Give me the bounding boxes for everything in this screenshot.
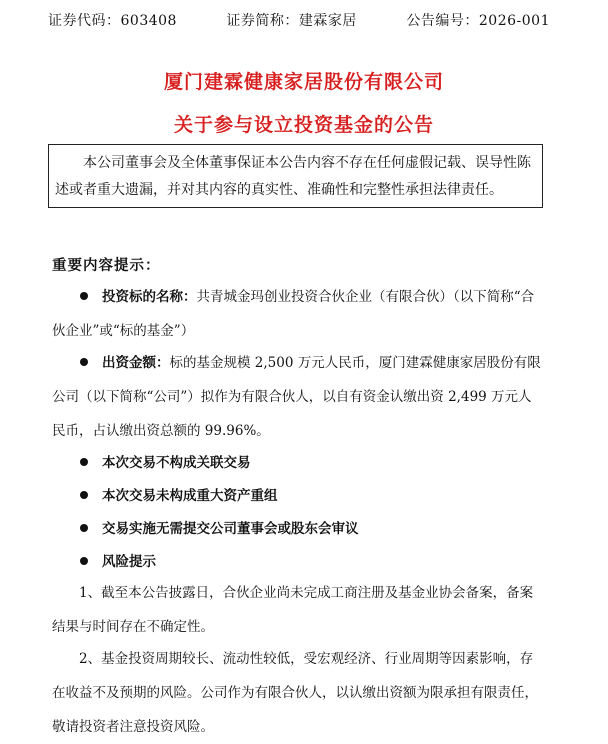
company-title: 厦门建霖健康家居股份有限公司: [163, 71, 444, 93]
investment-target-label: 投资标的名称：: [102, 289, 197, 305]
investment-target-text: 共青城金玛创业投资合伙企业（有限合伙）（以下简称“合伙企业”或“标的基金”）: [52, 289, 535, 339]
announcement-title: 关于参与设立投资基金的公告: [173, 114, 434, 136]
item-no-board-review: 交易实施无需提交公司董事会或股东会审议: [102, 521, 359, 537]
stock-code: 证券代码：603408: [48, 13, 177, 29]
risk-paragraph-2: 2、基金投资周期较长、流动性较低，受宏观经济、行业周期等因素影响，存在收益不及预期的风险。公司作为有限合伙人，以认缴出资额为限承担有限责任，敬请投资者注意投资风险。: [52, 651, 538, 735]
list-item: [52, 484, 542, 504]
capital-text: 标的基金规模 2,500 万元人民币，厦门建霖健康家居股份有限公司（以下简称“公司”）拟作为有限合伙人，以自有资金认缴出资 2,499 万元人民币，占认缴出资总额的 99.96%。: [52, 355, 541, 439]
list-item: [52, 451, 542, 471]
notice-text: 本公司董事会及全体董事保证本公告内容不存在任何虚假记载、误导性陈述或者重大遗漏，并对其内容的真实性、准确性和完整性承担法律责任。: [55, 155, 531, 198]
bullet-icon: [80, 458, 88, 466]
capital-paragraph: [52, 346, 542, 448]
announcement-number: 公告编号：2026-001: [406, 13, 550, 29]
announcement-header: [48, 10, 550, 30]
key-points-heading: 重要内容提示：: [52, 258, 161, 274]
list-item: [52, 517, 542, 537]
stock-short-name: 证券简称：建霖家居: [226, 13, 357, 29]
board-guarantee-notice: [48, 144, 543, 208]
capital-label: 出资金额：: [102, 355, 170, 371]
bullet-icon: [80, 292, 88, 300]
item-no-related-party: 本次交易不构成关联交易: [102, 455, 251, 471]
bullet-icon: [80, 557, 88, 565]
item-risk-warning: 风险提示: [102, 554, 156, 570]
list-item: [52, 550, 542, 570]
bullet-icon: [80, 524, 88, 532]
item-no-major-restructuring: 本次交易未构成重大资产重组: [102, 488, 278, 504]
bullet-icon: [80, 491, 88, 499]
investment-target-paragraph: [52, 280, 542, 348]
bullet-icon: [80, 358, 88, 366]
risk-paragraph-1: 1、截至本公告披露日，合伙企业尚未完成工商注册及基金业协会备案，备案结果与时间存在不确定性。: [52, 585, 534, 635]
